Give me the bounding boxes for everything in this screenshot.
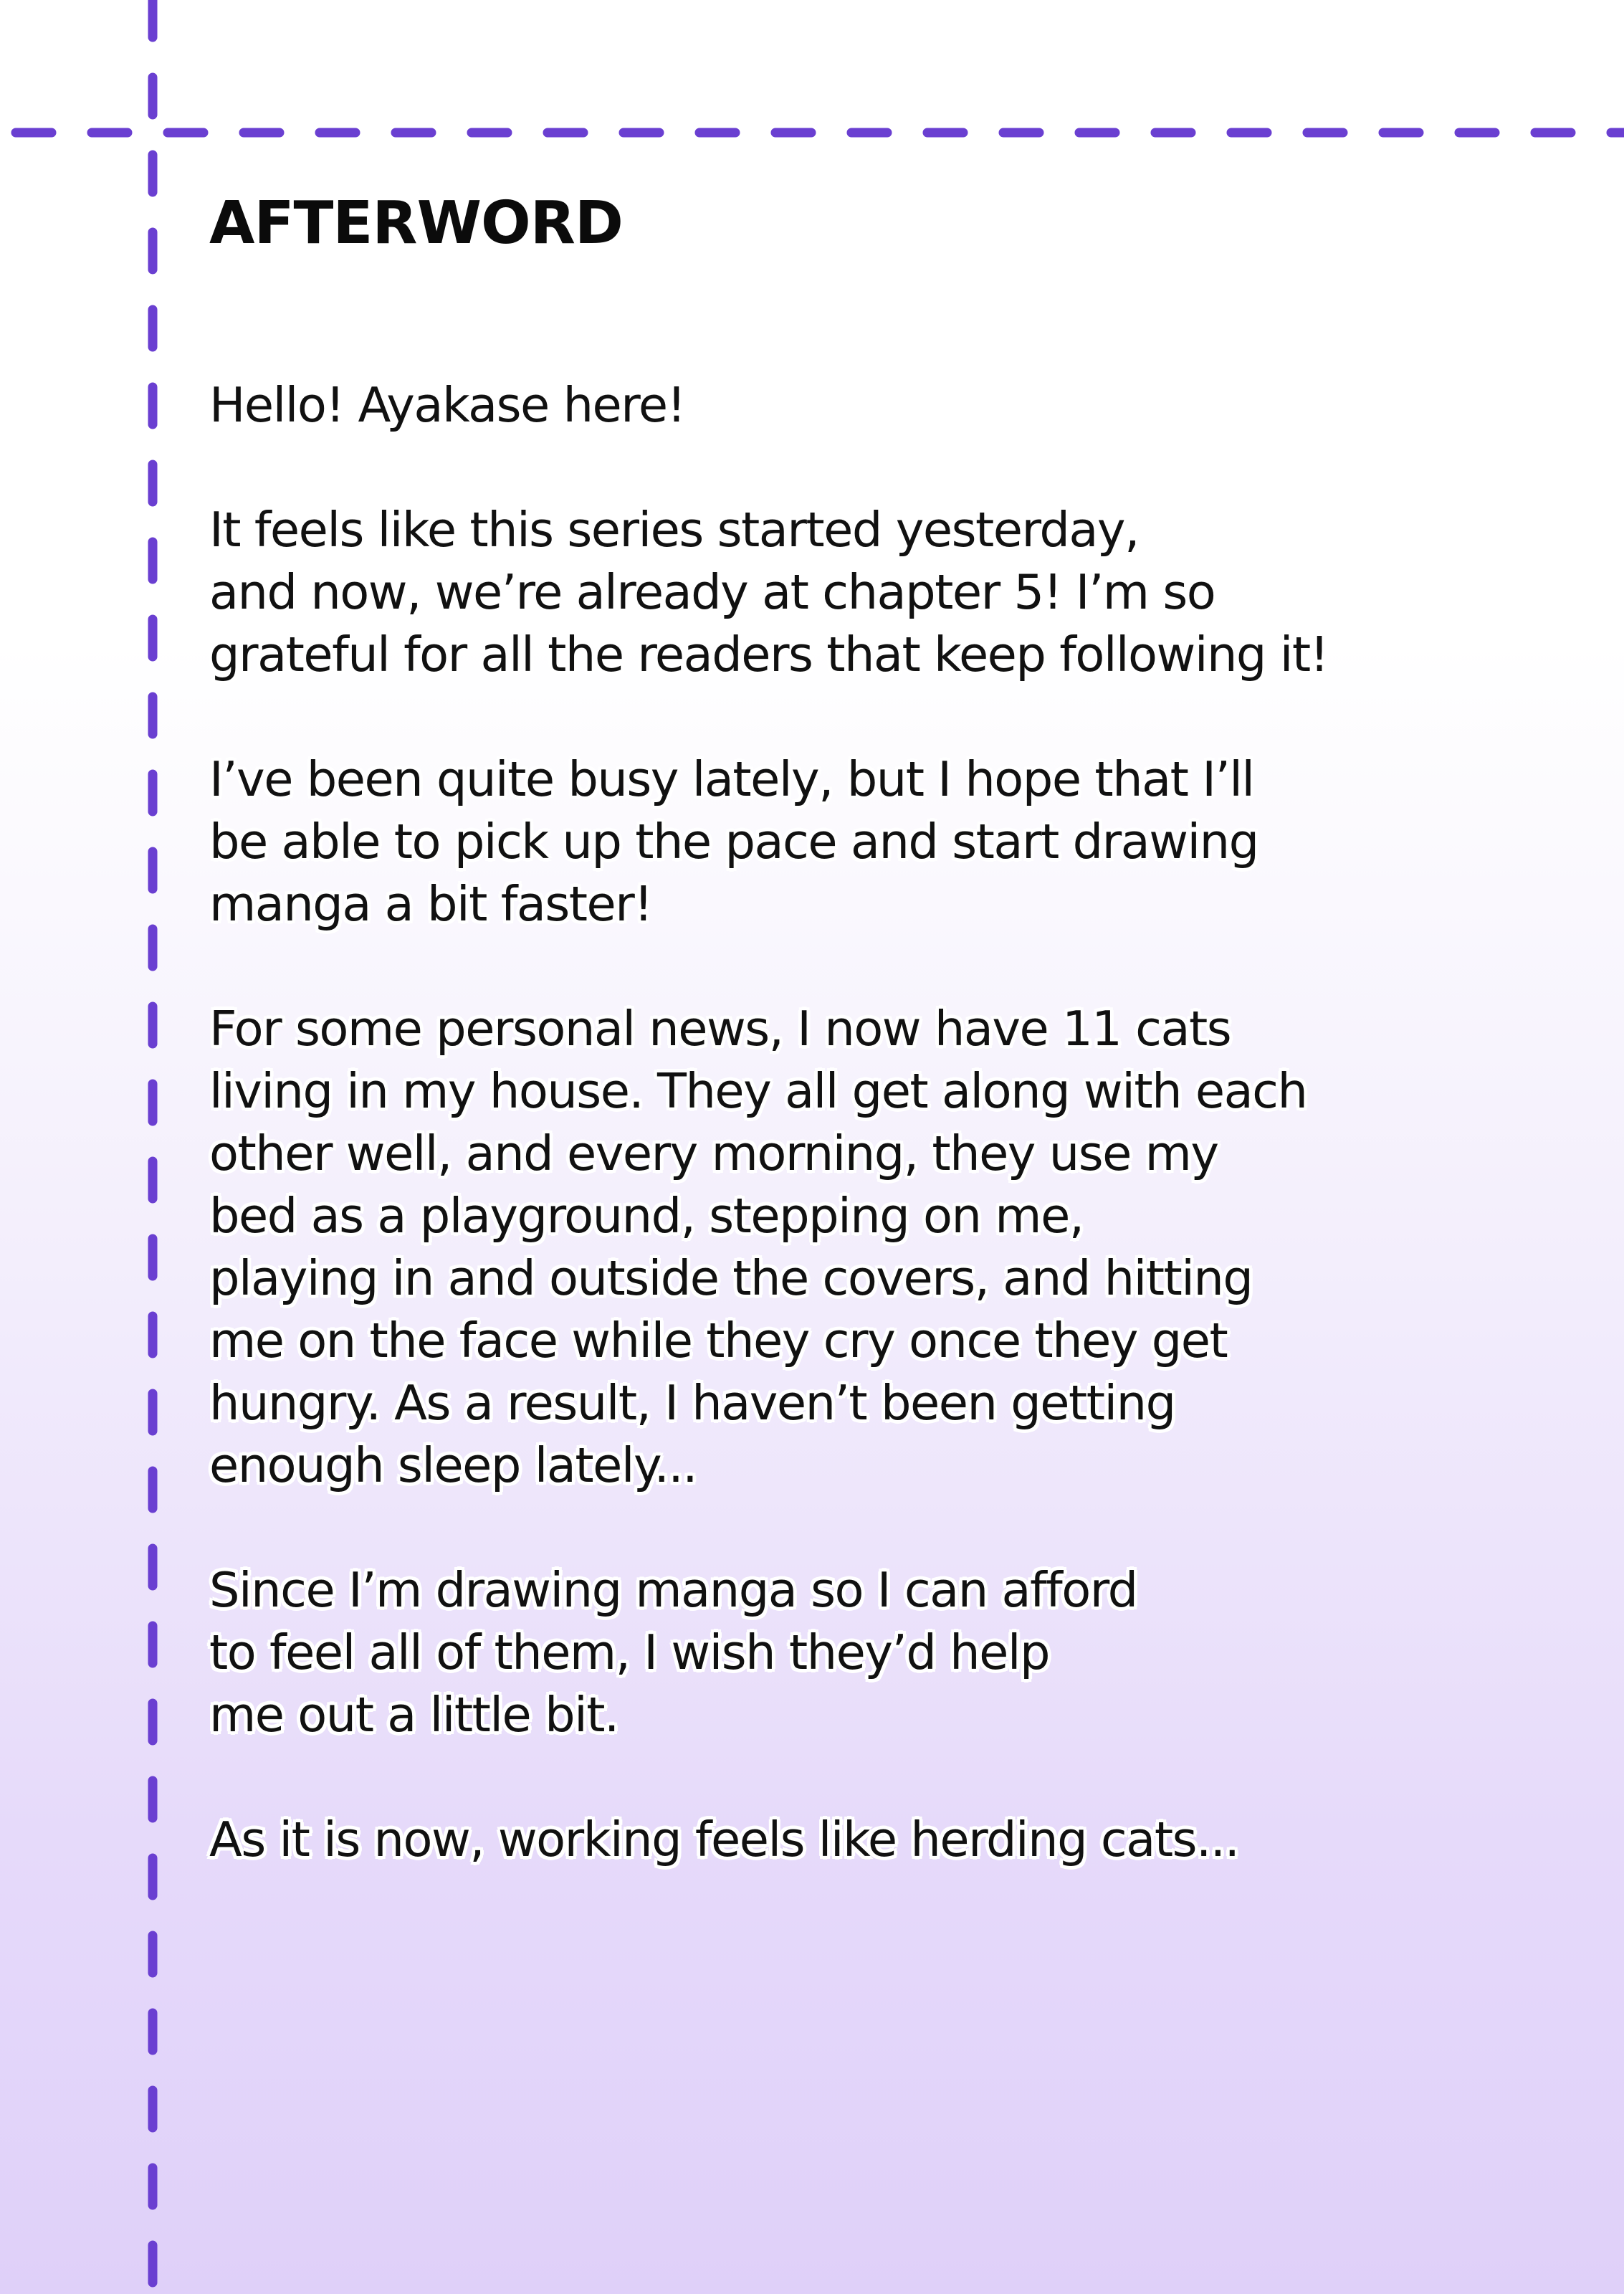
paragraph-greeting <box>209 374 1571 437</box>
paragraph-help-wish <box>209 1559 1571 1746</box>
text-line: playing in and outside the covers, and hitting <box>209 1250 1253 1306</box>
text-line: Hello! Ayakase here! <box>209 377 685 433</box>
text-line: hungry. As a result, I haven’t been getting <box>209 1375 1175 1431</box>
text-line: bed as a playground, stepping on me, <box>209 1188 1084 1244</box>
afterword-body <box>209 374 1571 1933</box>
paragraph-herding-cats <box>209 1809 1571 1871</box>
text-line: to feel all of them, I wish they’d help <box>209 1624 1049 1680</box>
text-line: grateful for all the readers that keep following it! <box>209 627 1328 682</box>
text-line: me out a little bit. <box>209 1687 618 1743</box>
text-line: It feels like this series started yesterday, <box>209 502 1139 558</box>
text-line: I’ve been quite busy lately, but I hope that I’ll <box>209 751 1254 807</box>
text-line: enough sleep lately... <box>209 1437 697 1493</box>
text-line: me on the face while they cry once they get <box>209 1313 1228 1369</box>
paragraph-cats <box>209 998 1571 1497</box>
text-line: Since I’m drawing manga so I can afford <box>209 1562 1137 1618</box>
text-line: As it is now, working feels like herding cats... <box>209 1812 1239 1867</box>
afterword-heading: AFTERWORD <box>209 189 623 257</box>
text-line: be able to pick up the pace and start drawing <box>209 814 1258 870</box>
text-line: living in my house. They all get along with each <box>209 1063 1307 1119</box>
text-line: For some personal news, I now have 11 cats <box>209 1001 1231 1057</box>
text-line: manga a bit faster! <box>209 876 652 932</box>
paragraph-series-progress <box>209 499 1571 686</box>
text-line: other well, and every morning, they use my <box>209 1125 1218 1181</box>
text-line: and now, we’re already at chapter 5! I’m so <box>209 564 1215 620</box>
paragraph-busy <box>209 748 1571 936</box>
